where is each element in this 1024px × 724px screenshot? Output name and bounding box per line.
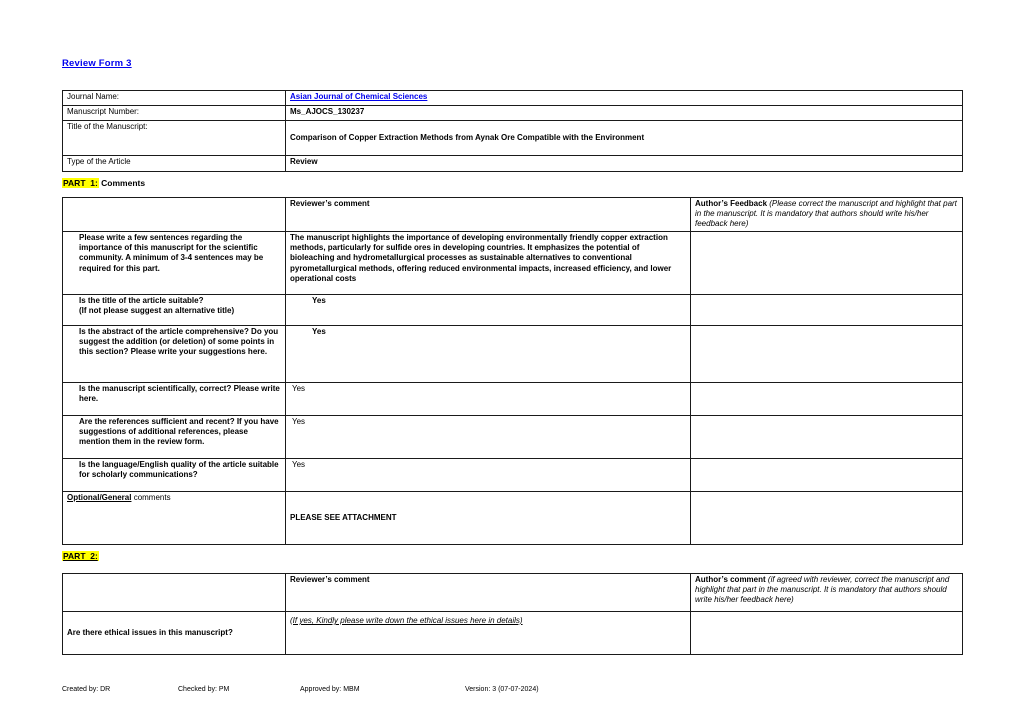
footer-approved-by: Approved by: MBM	[300, 686, 360, 693]
author-comment-header-title: Author’s comment	[695, 575, 766, 584]
table-row	[63, 156, 963, 172]
author-feedback-header-title: Author’s Feedback	[695, 199, 768, 208]
journal-info-table	[62, 90, 963, 172]
reviewer-answer-language-quality: Yes	[286, 459, 691, 492]
journal-name-link[interactable]: Asian Journal of Chemical Sciences	[290, 92, 428, 101]
question-scientific-correct: Is the manuscript scientifically, correct? Please write here.	[63, 383, 286, 416]
reviewer-answer-importance: The manuscript highlights the importance of developing environmentally friendly copper extraction methods, particularly for sulfide ores in developing countries. It emphasizes the potential of bioleaching and hydrometallurgical processes as sustainable alternatives to conventional pyrometallurgical methods, offering reduced environmental impacts, increased efficiency, and lower operational costs	[286, 232, 691, 295]
author-feedback-cell	[691, 295, 963, 326]
part2-ethics-table	[62, 573, 963, 655]
author-feedback-cell	[691, 416, 963, 459]
question-language-quality: Is the language/English quality of the article suitable for scholarly communications?	[63, 459, 286, 492]
manuscript-number-label: Manuscript Number:	[63, 106, 286, 121]
table-row	[63, 612, 963, 655]
footer-version: Version: 3 (07-07-2024)	[465, 686, 539, 693]
table-row	[63, 416, 963, 459]
reviewer-comment-header: Reviewer’s comment	[286, 574, 691, 612]
journal-name-cell	[286, 91, 963, 106]
optional-general-label-rest: comments	[131, 493, 171, 502]
table-row	[63, 326, 963, 383]
author-feedback-cell	[691, 383, 963, 416]
question-ethical-issues: Are there ethical issues in this manuscript?	[63, 612, 286, 655]
article-type-label: Type of the Article	[63, 156, 286, 172]
author-feedback-cell	[691, 459, 963, 492]
table-row	[63, 492, 963, 545]
reviewer-answer-abstract: Yes	[286, 326, 691, 383]
part1-heading-highlight: PART 1:	[63, 178, 98, 188]
manuscript-title-value: Comparison of Copper Extraction Methods from Aynak Ore Compatible with the Environment	[286, 121, 963, 156]
author-feedback-cell	[691, 326, 963, 383]
optional-general-comments-label	[63, 492, 286, 545]
table-row	[63, 91, 963, 106]
question-importance: Please write a few sentences regarding the importance of this manuscript for the scientific community. A minimum of 3-4 sentences may be required for this part.	[63, 232, 286, 295]
page-title-block	[62, 53, 963, 71]
author-feedback-cell	[691, 232, 963, 295]
part1-heading-rest: Comments	[101, 178, 146, 188]
part1-heading	[62, 178, 963, 188]
table-row	[63, 121, 963, 156]
empty-header-cell	[63, 574, 286, 612]
footer-checked-by: Checked by: PM	[178, 686, 230, 693]
table-row	[63, 383, 963, 416]
reviewer-answer-scientific-correct: Yes	[286, 383, 691, 416]
table-row	[63, 295, 963, 326]
reviewer-answer-references: Yes	[286, 416, 691, 459]
article-type-value: Review	[286, 156, 963, 172]
author-comment-header-note: (if agreed with reviewer, correct the manuscript and highlight that part in the manuscript. It is mandatory that authors should write his/her feedback here)	[695, 575, 950, 605]
author-feedback-cell	[691, 492, 963, 545]
part2-heading	[62, 551, 963, 561]
footer-created-by: Created by: DR	[62, 686, 111, 693]
part2-heading-highlight: PART 2:	[63, 551, 98, 561]
page-title: Review Form 3	[62, 58, 132, 69]
reviewer-answer-title-suitable: Yes	[286, 295, 691, 326]
manuscript-title-label: Title of the Manuscript:	[63, 121, 286, 156]
table-header-row	[63, 198, 963, 232]
author-comment-header	[691, 574, 963, 612]
table-row	[63, 106, 963, 121]
question-references: Are the references sufficient and recent? If you have suggestions of additional references, please mention them in the review form.	[63, 416, 286, 459]
journal-name-label: Journal Name:	[63, 91, 286, 106]
reviewer-answer-optional: PLEASE SEE ATTACHMENT	[286, 492, 691, 545]
empty-header-cell	[63, 198, 286, 232]
table-row	[63, 232, 963, 295]
table-header-row	[63, 574, 963, 612]
author-feedback-header	[691, 198, 963, 232]
author-feedback-header-note: (Please correct the manuscript and highlight that part in the manuscript. It is mandatory that authors should write his/her feedback here)	[695, 199, 957, 229]
table-row	[63, 459, 963, 492]
part1-comments-table	[62, 197, 963, 545]
optional-general-label-underlined: Optional/General	[67, 493, 132, 502]
reviewer-comment-header: Reviewer’s comment	[286, 198, 691, 232]
reviewer-ethical-note: (If yes, Kindly please write down the ethical issues here in details)	[286, 612, 691, 655]
question-abstract: Is the abstract of the article comprehensive? Do you suggest the addition (or deletion) of some points in this section? Please write your suggestions here.	[63, 326, 286, 383]
question-title-suitable: Is the title of the article suitable? (If not please suggest an alternative title)	[63, 295, 286, 326]
footer	[62, 686, 963, 700]
author-comment-cell	[691, 612, 963, 655]
manuscript-number-value: Ms_AJOCS_130237	[286, 106, 963, 121]
